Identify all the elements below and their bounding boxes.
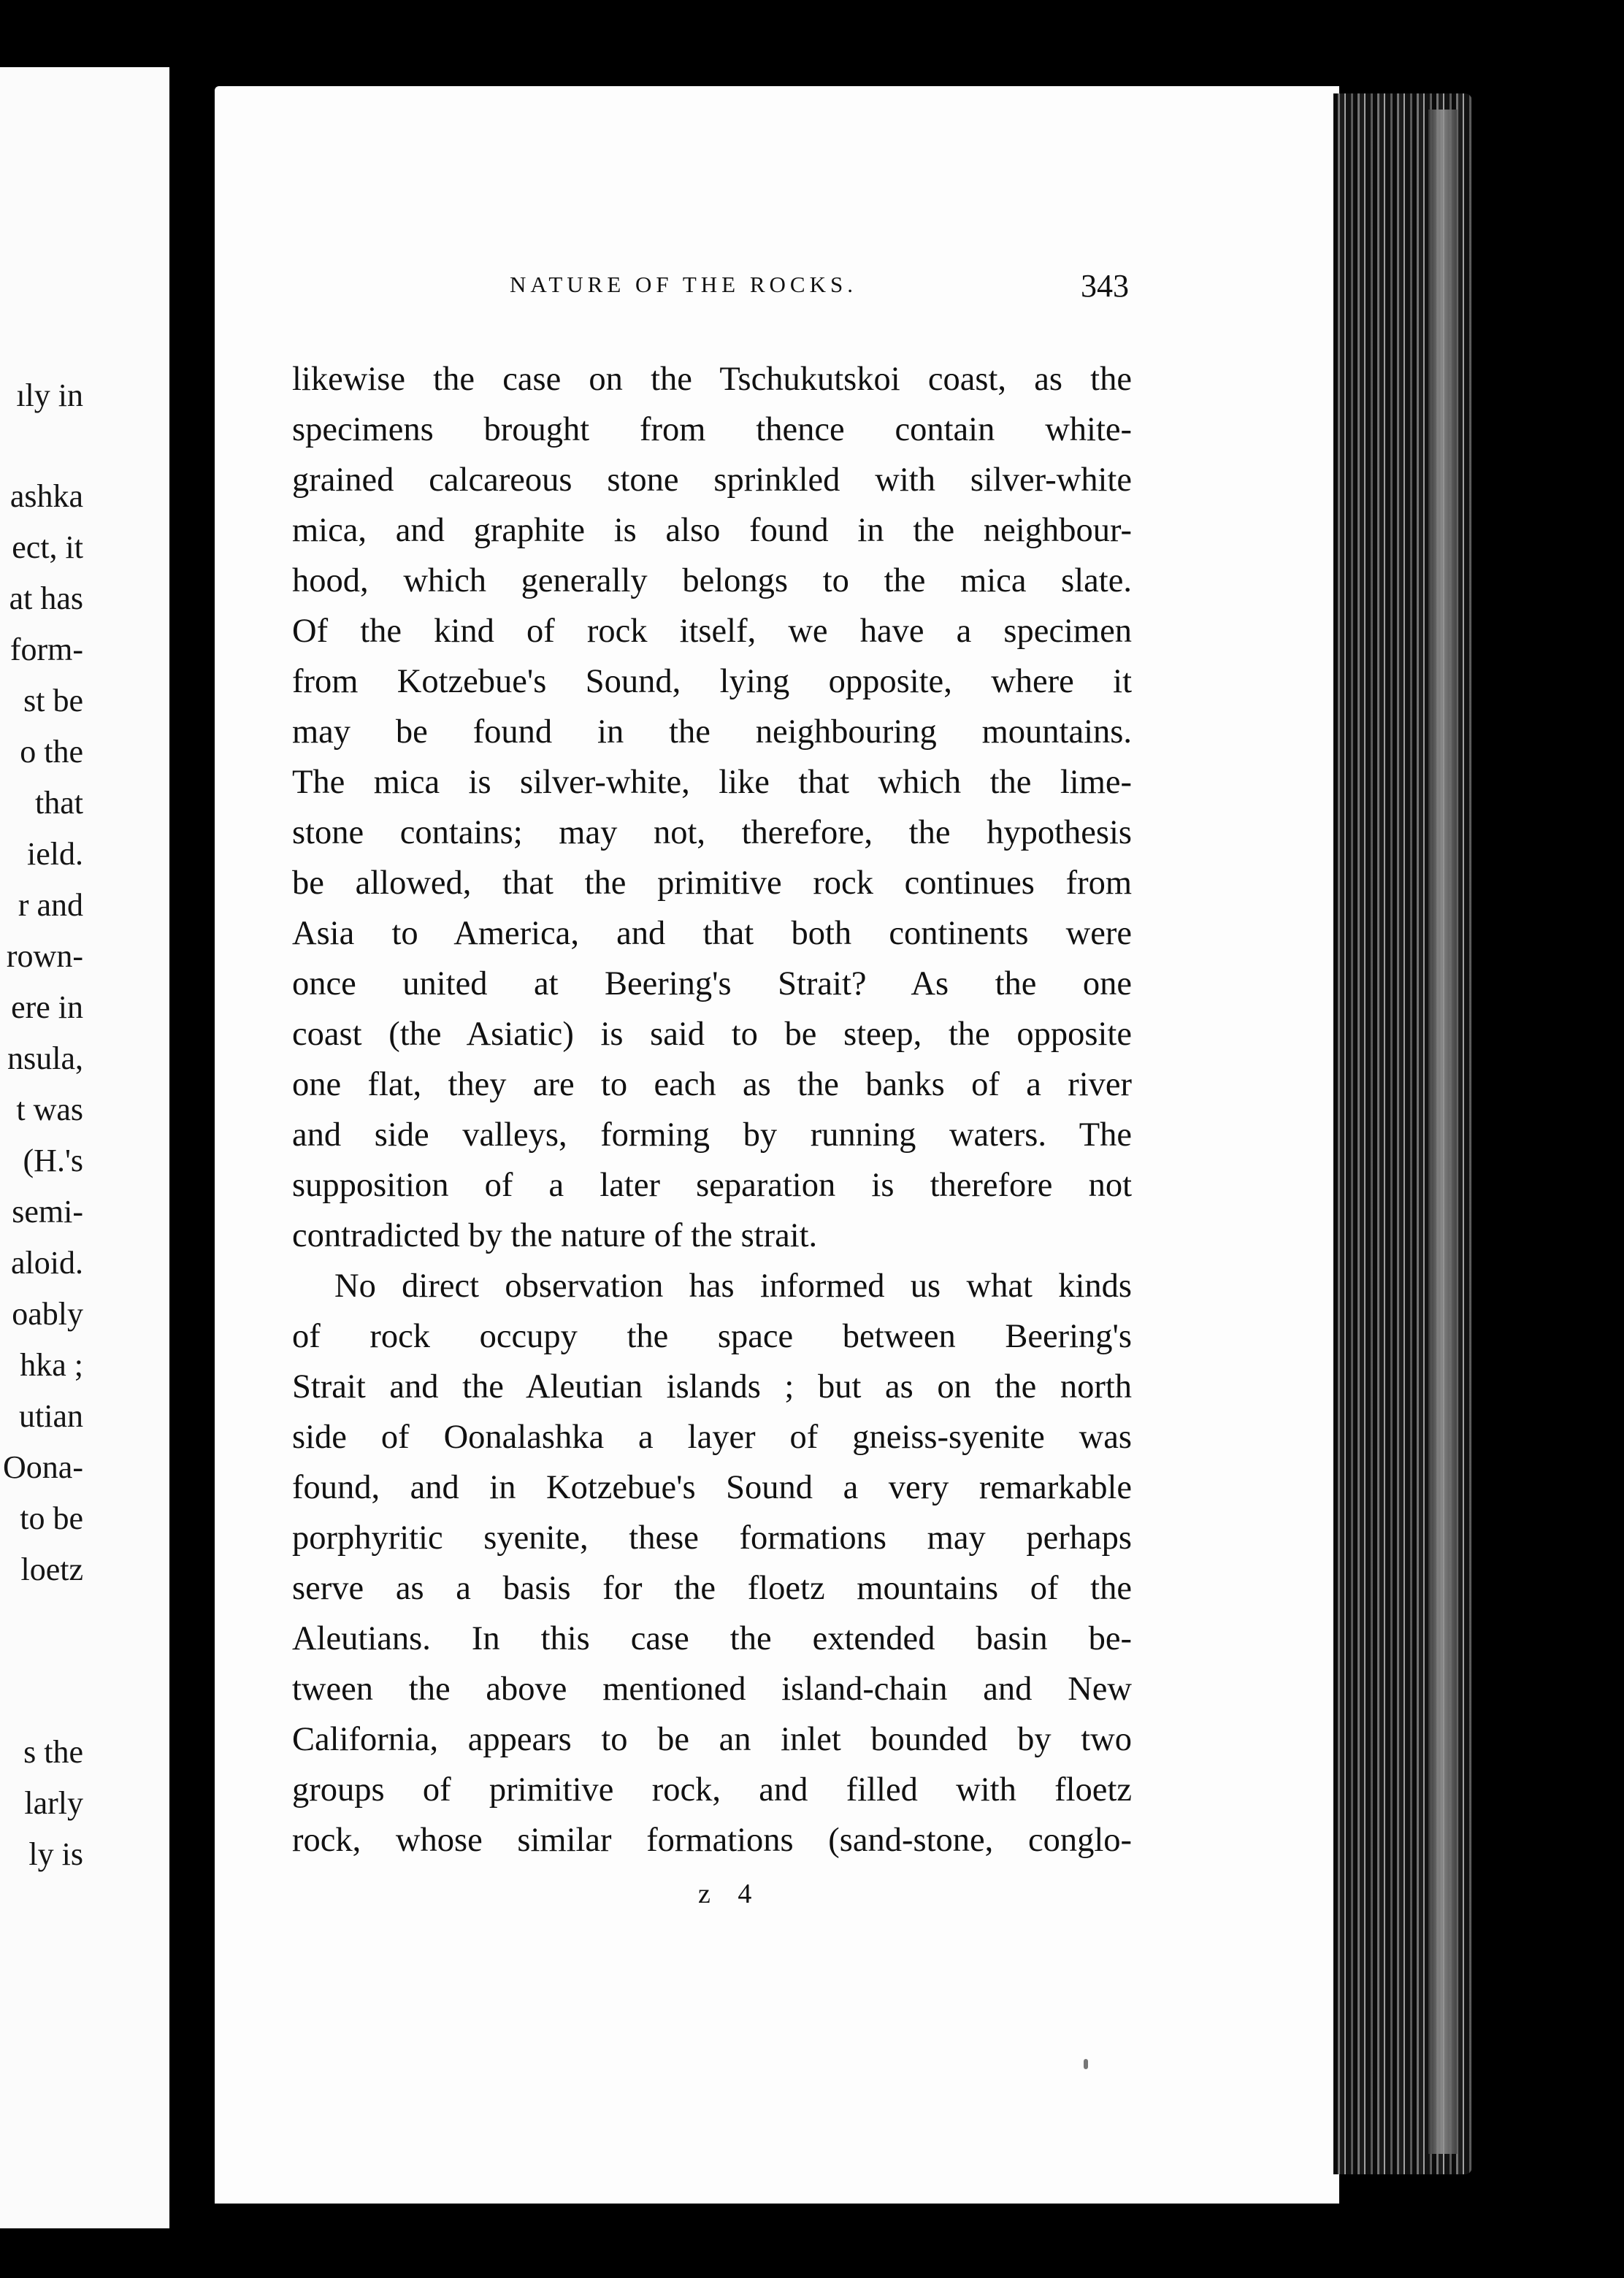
left-page-fragment: oably: [12, 1296, 83, 1332]
text-line: No direct observation has informed us what kinds: [334, 1268, 1132, 1305]
page-number: 343: [1081, 268, 1129, 304]
text-line: one flat, they are to each as the banks of a river: [292, 1066, 1132, 1103]
left-page-fragment: hka ;: [20, 1347, 83, 1383]
body-text: [292, 354, 1132, 1865]
text-line: Asia to America, and that both continents were: [292, 915, 1132, 952]
left-page-fragment: o the: [20, 734, 83, 770]
text-line: contradicted by the nature of the strait.: [292, 1217, 818, 1254]
text-line: likewise the case on the Tschukutskoi coast, as the: [292, 361, 1132, 398]
left-page-fragment: nsula,: [7, 1040, 83, 1076]
text-line: found, and in Kotzebue's Sound a very remarkable: [292, 1469, 1132, 1506]
left-page-fragment: that: [35, 785, 83, 821]
left-facing-page: [0, 67, 169, 2228]
left-page-fragment: Oona-: [3, 1449, 83, 1485]
left-page-fragment: s the: [23, 1734, 83, 1770]
text-line: specimens brought from thence contain white-: [292, 411, 1132, 448]
page-fore-edge-highlight: [1428, 110, 1458, 2154]
book-gutter: [169, 0, 215, 2278]
text-line: mica, and graphite is also found in the neighbour-: [292, 512, 1132, 549]
text-line: groups of primitive rock, and filled with floetz: [292, 1771, 1132, 1809]
left-page-fragment: form-: [9, 632, 83, 667]
left-page-fragment: ly is: [28, 1836, 83, 1872]
signature-mark: z 4: [698, 1879, 762, 1909]
text-line: stone contains; may not, therefore, the hypothesis: [292, 814, 1132, 851]
left-page-fragment: aloid.: [11, 1245, 83, 1281]
text-line: side of Oonalashka a layer of gneiss-syenite was: [292, 1419, 1132, 1456]
left-page-fragment: utian: [19, 1398, 83, 1434]
left-page-fragment: ect, it: [12, 529, 83, 565]
text-line: California, appears to be an inlet bounded by two: [292, 1721, 1132, 1758]
text-line: Of the kind of rock itself, we have a specimen: [292, 613, 1132, 650]
left-page-fragment: (H.'s: [23, 1143, 83, 1178]
left-page-fragment: ıly in: [16, 377, 83, 413]
text-line: coast (the Asiatic) is said to be steep, the opposite: [292, 1016, 1132, 1053]
paper-speck: [1084, 2059, 1088, 2069]
left-page-fragment: r and: [18, 887, 83, 923]
left-page-fragment: at has: [9, 580, 83, 616]
text-line: The mica is silver-white, like that which the lime-: [292, 764, 1132, 801]
left-page-fragment: ashka: [9, 478, 83, 514]
left-page-fragment: to be: [20, 1500, 83, 1536]
running-title: NATURE OF THE ROCKS.: [510, 272, 857, 297]
text-line: porphyritic syenite, these formations may perhaps: [292, 1519, 1132, 1557]
paragraph-2: [292, 1261, 1132, 1865]
text-line: be allowed, that the primitive rock continues from: [292, 864, 1132, 902]
text-line: may be found in the neighbouring mountains.: [292, 713, 1132, 751]
text-line: serve as a basis for the floetz mountains of the: [292, 1570, 1132, 1607]
left-page-fragment: semi-: [12, 1194, 83, 1230]
text-line: of rock occupy the space between Beering's: [292, 1318, 1132, 1355]
text-line: rock, whose similar formations (sand-stone, conglo-: [292, 1822, 1132, 1859]
left-page-fragment: ere in: [11, 989, 83, 1025]
left-page-fragment: rown-: [6, 938, 83, 974]
paragraph-1: [292, 354, 1132, 1261]
left-page-fragment: loetz: [20, 1552, 83, 1587]
text-line: grained calcareous stone sprinkled with silver-white: [292, 461, 1132, 499]
text-line: Strait and the Aleutian islands ; but as on the north: [292, 1368, 1132, 1405]
text-line: once united at Beering's Strait? As the one: [292, 965, 1132, 1002]
left-page-fragment: t was: [16, 1092, 83, 1127]
text-line: hood, which generally belongs to the mica slate.: [292, 562, 1132, 599]
running-head: [294, 268, 1129, 315]
text-line: tween the above mentioned island-chain and New: [292, 1671, 1132, 1708]
text-line: and side valleys, forming by running waters. The: [292, 1116, 1132, 1154]
text-line: supposition of a later separation is therefore not: [292, 1167, 1132, 1204]
left-page-fragment: ield.: [27, 836, 83, 872]
left-page-fragment: st be: [23, 683, 83, 718]
text-line: Aleutians. In this case the extended basin be-: [292, 1620, 1132, 1657]
text-line: from Kotzebue's Sound, lying opposite, where it: [292, 663, 1132, 700]
left-page-fragment: larly: [24, 1785, 83, 1821]
